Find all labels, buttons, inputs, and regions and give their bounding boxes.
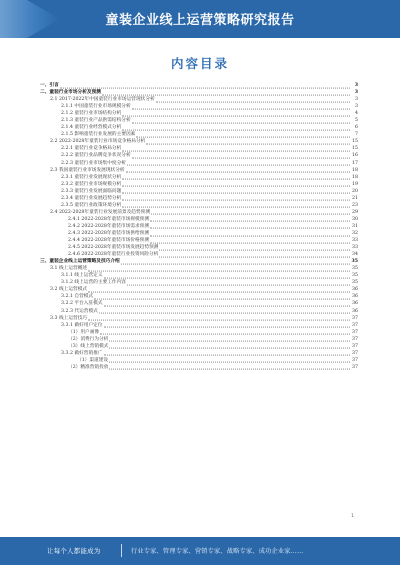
- toc-entry-page: 35: [352, 266, 358, 272]
- toc-dot-leader: [104, 326, 350, 328]
- toc-entry-title: 3.1 线上运营概述: [50, 266, 88, 272]
- toc-entry-title: 2.4.4 2022-2028年童装市场价格预测: [68, 238, 150, 244]
- toc-dot-leader: [122, 128, 350, 130]
- toc-entry-title: 3.1.2 线上运营的主要工作内容: [61, 280, 126, 286]
- toc-entry-page: 36: [352, 287, 358, 293]
- toc-dot-leader: [122, 185, 350, 187]
- toc-dot-leader: [156, 100, 350, 102]
- toc-dot-leader: [132, 157, 350, 159]
- toc-entry-title: 2.3.1 童装行业发展现状分析: [61, 174, 122, 180]
- toc-entry-title: 2.2.1 童装行业竞争格局分析: [61, 146, 122, 152]
- toc-dot-leader: [104, 305, 350, 307]
- toc-entry-title: 2.1.1 中国童装行业市场规模分析: [61, 104, 131, 110]
- toc-entry-page: 37: [352, 364, 358, 370]
- toc-entry-title: （2）精准营销投放: [68, 364, 109, 370]
- toc-entry-page: 16: [352, 153, 358, 159]
- toc-dot-leader: [122, 150, 350, 152]
- toc-entry[interactable]: [40, 110, 358, 117]
- toc-entry[interactable]: [40, 202, 358, 209]
- toc-entry-page: 37: [352, 336, 358, 342]
- toc-entry-title: 2.1.4 童装行业经营模式分析: [61, 125, 122, 131]
- toc-entry-title: 3.3.1 做好用户定位: [61, 322, 103, 328]
- toc-entry-title: 2.3.2 童装行业市场规模分析: [61, 181, 122, 187]
- toc-entry[interactable]: [40, 364, 358, 371]
- toc-entry[interactable]: [40, 308, 358, 315]
- toc-entry[interactable]: [40, 138, 358, 145]
- toc-entry-title: 2.2 2022-2028年童装行业市场竞争格局分析: [50, 139, 146, 145]
- toc-entry[interactable]: [40, 329, 358, 336]
- footer-audience: 行业专家、管理专家、营销专家、战略专家、成功企业家……: [131, 548, 304, 555]
- toc-entry[interactable]: [40, 167, 358, 174]
- toc-entry[interactable]: [40, 96, 358, 103]
- toc-dot-leader: [159, 248, 350, 250]
- header-bar: [0, 0, 400, 38]
- toc-entry[interactable]: [40, 209, 358, 216]
- toc-entry-title: 2.4.2 2022-2028年童装市场需求预测: [68, 223, 150, 229]
- toc-dot-leader: [127, 283, 350, 285]
- toc-entry[interactable]: [40, 258, 358, 265]
- toc-dot-leader: [109, 340, 350, 342]
- toc-dot-leader: [88, 290, 350, 292]
- footer-divider: [121, 544, 122, 557]
- toc-entry-title: 二、童装行业市场分析及预测: [40, 90, 101, 96]
- toc-entry-page: 35: [351, 259, 358, 265]
- toc-entry-title: 2.4.3 2022-2028年童装市场供给预测: [68, 230, 150, 236]
- toc-entry-title: （1）渠道建设: [77, 357, 109, 363]
- toc-entry[interactable]: [40, 117, 358, 124]
- toc-entry-page: 19: [352, 181, 358, 187]
- toc-entry-title: 3.2.2 平台入驻模式: [61, 301, 103, 307]
- toc-entry-title: 2.1.2 童装行业市场结构分析: [61, 111, 122, 117]
- toc-entry-page: 37: [352, 329, 358, 335]
- toc-entry-title: 2.3.4 童装行业发展趋势分析: [61, 195, 122, 201]
- toc-entry[interactable]: [40, 237, 358, 244]
- toc-dot-leader: [150, 241, 350, 243]
- toc-dot-leader: [109, 368, 350, 370]
- toc-dot-leader: [151, 213, 350, 215]
- toc-entry-page: 37: [352, 322, 358, 328]
- toc-entry-title: 2.4.6 2022-2028年童装行业投资风险分析: [68, 252, 159, 258]
- toc-dot-leader: [126, 171, 350, 173]
- toc-entry-page: 37: [352, 350, 358, 356]
- toc-entry-page: 31: [352, 223, 358, 229]
- footer-slogan: 让每个人都能成为: [47, 547, 101, 555]
- toc-entry[interactable]: [40, 336, 358, 343]
- toc-entry-page: 36: [352, 308, 358, 314]
- toc-dot-leader: [99, 312, 350, 314]
- toc-entry-title: 3.2 线上运营模式: [50, 287, 88, 293]
- toc-entry[interactable]: [40, 315, 358, 322]
- toc-entry-title: 3.3.2 做好营销推广: [61, 350, 103, 356]
- toc-entry-page: 29: [352, 209, 358, 215]
- toc-entry[interactable]: [40, 357, 358, 364]
- toc-entry[interactable]: [40, 181, 358, 188]
- toc-entry-page: 33: [352, 245, 358, 251]
- toc-entry[interactable]: [40, 223, 358, 230]
- toc-entry[interactable]: [40, 322, 358, 329]
- toc-entry-page: 15: [352, 146, 358, 152]
- toc-entry[interactable]: [40, 174, 358, 181]
- toc-entry-page: 36: [352, 301, 358, 307]
- toc-entry-title: 2.2.2 童装行业品牌竞争状况分析: [61, 153, 131, 159]
- toc-entry[interactable]: [40, 300, 358, 307]
- toc-entry-page: 37: [352, 315, 358, 321]
- toc-dot-leader: [122, 178, 350, 180]
- toc-entry-page: 5: [355, 118, 358, 124]
- toc-entry-page: 17: [352, 160, 358, 166]
- page-number: 1: [351, 514, 354, 519]
- toc-dot-leader: [122, 192, 350, 194]
- toc-entry-page: 4: [355, 111, 358, 117]
- toc-dot-leader: [88, 269, 350, 271]
- toc-dot-leader: [109, 361, 350, 363]
- table-of-contents: [40, 82, 358, 371]
- toc-dot-leader: [146, 142, 350, 144]
- toc-dot-leader: [132, 107, 350, 109]
- toc-dot-leader: [150, 220, 350, 222]
- toc-entry[interactable]: [40, 160, 358, 167]
- toc-entry-title: （2）消费行为分析: [68, 336, 109, 342]
- toc-entry-title: 3.3 线上运营技巧: [50, 315, 88, 321]
- toc-entry-title: （1）用户画像: [68, 329, 100, 335]
- toc-entry-title: 3.2.3 代运营模式: [61, 308, 98, 314]
- toc-dot-leader: [94, 298, 350, 300]
- toc-dot-leader: [122, 199, 350, 201]
- toc-entry-title: 2.3.5 童装行业政策环境分析: [61, 202, 122, 208]
- toc-dot-leader: [100, 333, 350, 335]
- toc-entry[interactable]: [40, 272, 358, 279]
- toc-entry-page: 6: [355, 125, 358, 131]
- toc-dot-leader: [102, 93, 350, 95]
- toc-entry[interactable]: [40, 103, 358, 110]
- toc-entry-page: 32: [352, 230, 358, 236]
- toc-entry-title: 2.1 2017-2022年中国童装行业市场运营现状分析: [50, 97, 155, 103]
- toc-entry[interactable]: [40, 145, 358, 152]
- toc-entry-title: 2.4.1 2022-2028年童装市场规模预测: [68, 216, 150, 222]
- toc-entry-title: 2.3 我国童装行业市场发展现状分析: [50, 167, 125, 173]
- toc-dot-leader: [136, 135, 350, 137]
- toc-entry-page: 7: [355, 132, 358, 138]
- toc-entry-page: 30: [352, 216, 358, 222]
- toc-entry[interactable]: [40, 343, 358, 350]
- toc-entry[interactable]: [40, 293, 358, 300]
- toc-entry-page: 15: [352, 139, 358, 145]
- toc-entry-page: 36: [352, 294, 358, 300]
- toc-dot-leader: [150, 227, 350, 229]
- toc-entry-title: （3）线上营销模式: [68, 343, 109, 349]
- toc-entry-page: 35: [352, 280, 358, 286]
- toc-entry[interactable]: [40, 131, 358, 138]
- toc-entry-page: 21: [352, 195, 358, 201]
- toc-entry-page: 34: [352, 252, 358, 258]
- toc-dot-leader: [122, 114, 350, 116]
- toc-dot-leader: [60, 86, 350, 88]
- toc-entry[interactable]: [40, 230, 358, 237]
- toc-dot-leader: [88, 319, 350, 321]
- toc-entry-title: 三、童装企业线上运营策略及技巧介绍: [40, 259, 120, 265]
- toc-entry-page: 37: [352, 357, 358, 363]
- toc-heading: 内容目录: [170, 56, 229, 71]
- footer-bar: [0, 537, 400, 565]
- toc-entry-page: 23: [352, 202, 358, 208]
- toc-dot-leader: [150, 234, 350, 236]
- toc-entry-title: 2.1.3 童装行业产品供需结构分析: [61, 118, 131, 124]
- toc-dot-leader: [109, 347, 350, 349]
- toc-dot-leader: [104, 276, 350, 278]
- toc-entry-page: 18: [352, 167, 358, 173]
- toc-entry[interactable]: [40, 350, 358, 357]
- toc-dot-leader: [104, 354, 350, 356]
- toc-entry-title: 3.2.1 自营模式: [61, 294, 94, 300]
- toc-entry-page: 35: [352, 273, 358, 279]
- toc-entry[interactable]: [40, 265, 358, 272]
- toc-entry-page: 3: [355, 104, 358, 110]
- toc-entry-title: 3.1.1 线上运营定义: [61, 273, 103, 279]
- toc-entry-page: 18: [352, 174, 358, 180]
- toc-entry-title: 一、引言: [40, 83, 59, 88]
- toc-dot-leader: [127, 164, 350, 166]
- toc-dot-leader: [132, 121, 350, 123]
- toc-entry[interactable]: [40, 82, 358, 89]
- toc-entry-title: 2.4.5 2022-2028年童装市场发展趋势预测: [68, 245, 159, 251]
- toc-entry[interactable]: [40, 195, 358, 202]
- toc-entry-title: 2.4 2022-2028年童装行业发展前景及趋势预测: [50, 209, 151, 215]
- toc-entry-page: 3: [354, 90, 358, 96]
- toc-entry-page: 20: [352, 188, 358, 194]
- toc-dot-leader: [121, 262, 350, 264]
- toc-entry-page: 3: [354, 83, 358, 88]
- toc-entry[interactable]: [40, 216, 358, 223]
- toc-entry[interactable]: [40, 279, 358, 286]
- toc-entry-page: 3: [355, 97, 358, 103]
- toc-entry[interactable]: [40, 89, 358, 96]
- toc-entry-page: 37: [352, 343, 358, 349]
- toc-entry-title: 2.3.3 童装行业发展面临问题: [61, 188, 122, 194]
- toc-entry[interactable]: [40, 244, 358, 251]
- toc-entry[interactable]: [40, 251, 358, 258]
- toc-entry[interactable]: [40, 152, 358, 159]
- toc-entry[interactable]: [40, 124, 358, 131]
- toc-entry-title: 2.2.3 童装行业市场集中度分析: [61, 160, 126, 166]
- toc-entry[interactable]: [40, 188, 358, 195]
- toc-entry-title: 2.1.5 影响童装行业发展的主要因素: [61, 132, 136, 138]
- toc-entry[interactable]: [40, 286, 358, 293]
- toc-entry-page: 33: [352, 238, 358, 244]
- toc-dot-leader: [122, 206, 350, 208]
- report-title: 童装企业线上运营策略研究报告: [105, 13, 295, 28]
- toc-dot-leader: [159, 255, 350, 257]
